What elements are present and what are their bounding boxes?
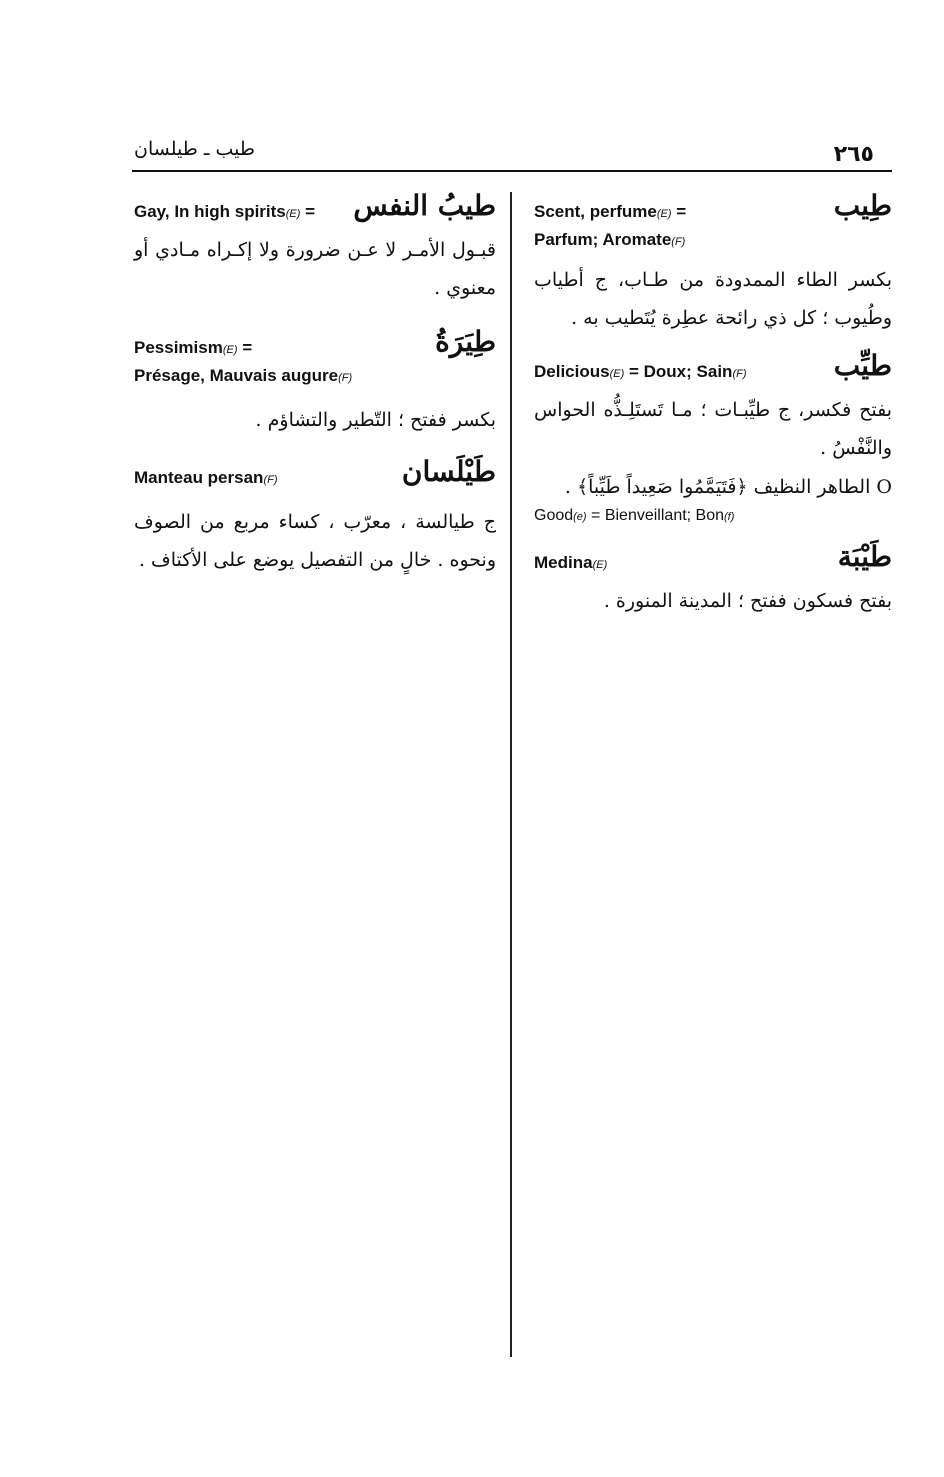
entry-head xyxy=(134,325,496,363)
entry-tiyara xyxy=(134,325,496,439)
arabic-definition: بكسر الطاء الممدودة من طـاب، ج أطياب وطُيوب ؛ كل ذي رائحة عطِرة يُتَطيب به . xyxy=(534,269,892,329)
headword: طِيَرَةُ xyxy=(435,325,496,358)
headword: طيِّب xyxy=(833,349,892,382)
french-definition: Présage, Mauvais augure(F) xyxy=(134,366,353,385)
right-column xyxy=(534,189,892,640)
arabic-definition: بفتح فسكون ففتح ؛ المدينة المنورة . xyxy=(603,590,892,612)
entry-tayba xyxy=(534,540,892,620)
arabic-definition: بكسر ففتح ؛ التّطير والتشاؤم . xyxy=(255,409,496,431)
french-definition: Parfum; Aromate(F) xyxy=(534,230,686,249)
arabic-sense-note: O الطاهر النظيف ﴿فَتَيَمَّمُوا صَعِيداً طَيِّباً﴾ . xyxy=(564,476,892,498)
page-header xyxy=(132,132,892,172)
entry-taylasan xyxy=(134,455,496,579)
headword: طَيْلَسان xyxy=(401,455,496,488)
entry-tayyib xyxy=(534,349,892,528)
header-rule xyxy=(132,170,892,172)
second-sense: Good(e) = Bienveillant; Bon(f) xyxy=(534,507,735,524)
running-head: طيب ـ طيلسان xyxy=(134,138,255,160)
english-definition: Gay, In high spirits(E) = xyxy=(134,202,316,221)
column-divider xyxy=(510,192,512,1357)
entry-tib xyxy=(534,189,892,337)
english-definition: Medina(E) xyxy=(534,553,608,572)
headword: طِيب xyxy=(833,189,892,222)
entry-head xyxy=(134,455,496,493)
entry-head xyxy=(534,540,892,578)
arabic-definition: بفتح فكسر، ج طيِّبـات ؛ مـا تَستَلِـذُّه الحواس والنَّفْسُ . xyxy=(534,399,892,459)
page-number: ٢٦٥ xyxy=(833,142,874,167)
headword: طَيْبَة xyxy=(837,540,892,573)
arabic-definition: ج طيالسة ، معرّب ، كساء مربع من الصوف ونحوه . خالٍ من التفصيل يوضع على الأكتاف . xyxy=(134,511,496,571)
left-column xyxy=(134,189,496,599)
entry-tib-al-nafs xyxy=(134,189,496,307)
entry-head xyxy=(134,189,496,227)
english-definition: Scent, perfume(E) = xyxy=(534,202,687,221)
headword: طيبُ النفس xyxy=(353,189,496,222)
english-definition: Pessimism(E) = xyxy=(134,338,253,357)
entry-head xyxy=(534,349,892,387)
english-definition: Delicious(E) = Doux; Sain(F) xyxy=(534,362,747,381)
arabic-definition: قبـول الأمـر لا عـن ضرورة ولا إكـراه مـادي أو معنوي . xyxy=(134,239,496,299)
french-definition: Manteau persan(F) xyxy=(134,468,278,487)
entry-head xyxy=(534,189,892,227)
